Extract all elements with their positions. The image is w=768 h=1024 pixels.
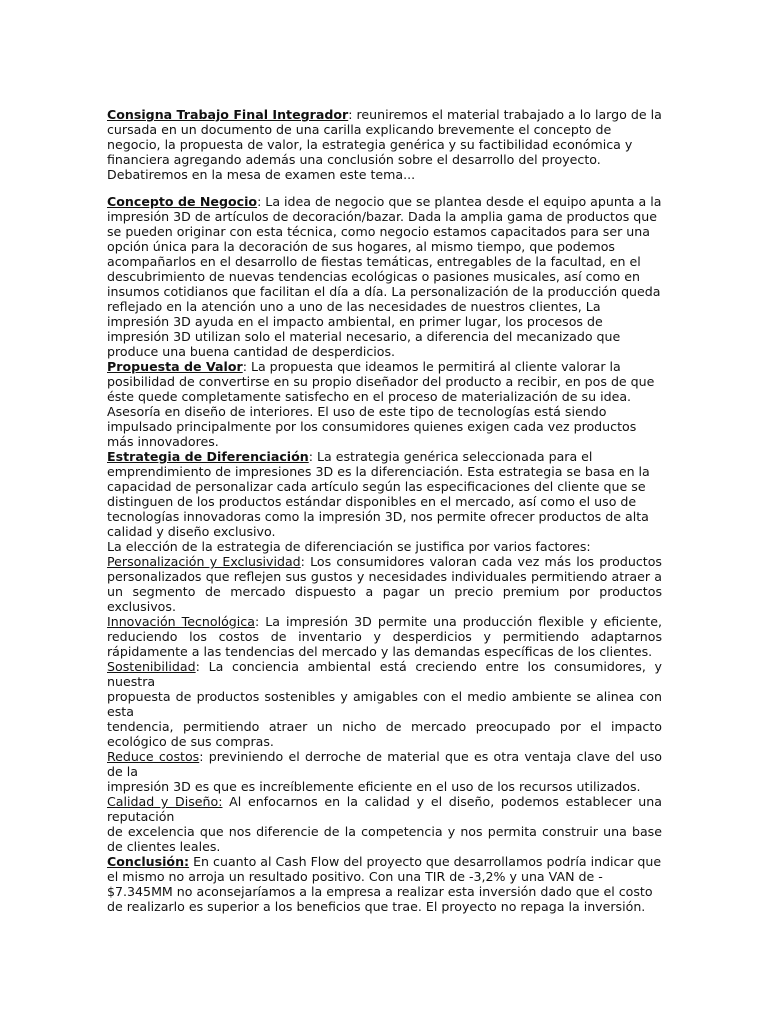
concepto-paragraph	[107, 194, 662, 359]
factor-label: Personalización y Exclusividad	[107, 554, 301, 569]
factor-text: Al enfocarnos en la calidad y el diseño, podemos establecer una reputación	[107, 794, 662, 824]
estrategia-paragraph	[107, 449, 662, 539]
propuesta-paragraph	[107, 359, 662, 449]
factor-reduce-costos: Reduce costos: previniendo el derroche de material que es otra ventaja clave del uso de la	[107, 749, 662, 779]
propuesta-text: : La propuesta que ideamos le permitirá al cliente valorar la posibilidad de convertirse en su propio diseñador del producto a recibir, en pos de que éste quede completamente satisfecho en el proceso de materialización de su idea. Asesoría en diseño de interiores. El uso de este tipo de tecnologías está siendo impulsado principalmente por los consumidores quienes exigen cada vez productos más innovadores.	[107, 359, 655, 449]
factor-text: Los consumidores valoran cada vez más los productos personalizados que reflejen sus gustos y necesidades individuales permitiendo atraer a un segmento de mercado dispuesto a pagar un precio premium por productos exclusivos.	[107, 554, 662, 614]
factor-label: Sostenibilidad	[107, 659, 196, 674]
consigna-paragraph	[107, 107, 662, 182]
factor-text: La impresión 3D permite una producción flexible y eficiente, reduciendo los costos de inventario y desperdicios y permitiendo adaptarnos rápidamente a las tendencias del mercado y las demandas específicas de los clientes.	[107, 614, 662, 659]
factor-calidad	[107, 794, 662, 824]
factor-innovacion: Innovación Tecnológica: La impresión 3D permite una producción flexible y eficiente, reduciendo los costos de inventario y desperdicios y permitiendo adaptarnos rápidamente a las tendencias del mercado y las demandas específicas de los clientes.	[107, 614, 662, 659]
conclusion-text: En cuanto al Cash Flow del proyecto que desarrollamos podría indicar que el mismo no arroja un resultado positivo. Con una TIR de -3,2% y una VAN de - $7.345MM no aconsejaríamos a la empresa a realizar esta inversión dado que el costo de realizarlo es superior a los beneficios que trae. El proyecto no repaga la inversión.	[107, 854, 662, 914]
factor-label: Reduce costos	[107, 749, 200, 764]
consigna-text: : reuniremos el material trabajado a lo largo de la cursada en un documento de una carilla explicando brevemente el concepto de negocio, la propuesta de valor, la estrategia genérica y su factibilidad económica y financiera agregando además una conclusión sobre el desarrollo del proyecto. Debatiremos en la mesa de examen este tema...	[107, 107, 662, 182]
factor-sostenibilidad: Sostenibilidad: La conciencia ambiental está creciendo entre los consumidores, y nuestra	[107, 659, 662, 689]
factor-sostenibilidad-cont: tendencia, permitiendo atraer un nicho de mercado preocupado por el impacto ecológico de sus compras.	[107, 719, 662, 749]
propuesta-heading: Propuesta de Valor	[107, 359, 243, 374]
factor-label: Innovación Tecnológica	[107, 614, 255, 629]
factor-label: Calidad y Diseño:	[107, 794, 223, 809]
concepto-text: : La idea de negocio que se plantea desde el equipo apunta a la impresión 3D de artículos de decoración/bazar. Dada la amplia gama de productos que se pueden originar con esta técnica, como negocio estamos capacitados para ser una opción única para la decoración de sus hogares, al mismo tiempo, que podemos acompañarlos en el desarrollo de fiestas temáticas, entregables de la facultad, en el descubrimiento de nuevas tendencias ecológicas o pasiones musicales, así como en insumos cotidianos que facilitan el día a día. La personalización de la producción queda reflejado en la atención uno a uno de las necesidades de nuestros clientes, La impresión 3D ayuda en el impacto ambiental, en primer lugar, los procesos de impresión 3D utilizan solo el material necesario, a diferencia del mecanizado que produce una buena cantidad de desperdicios.	[107, 194, 662, 359]
conclusion-heading: Conclusión:	[107, 854, 190, 869]
estrategia-heading: Estrategia de Diferenciación	[107, 449, 309, 464]
document-page	[107, 107, 662, 914]
concepto-heading: Concepto de Negocio	[107, 194, 258, 209]
factor-calidad-cont: de excelencia que nos diferencie de la competencia y nos permita construir una base de clientes leales.	[107, 824, 662, 854]
estrategia-intro: La elección de la estrategia de diferenciación se justifica por varios factores:	[107, 539, 591, 554]
factor-sostenibilidad-cont: propuesta de productos sostenibles y amigables con el medio ambiente se alinea con esta	[107, 689, 662, 719]
factor-text: previniendo el derroche de material que es otra ventaja clave del uso de la	[107, 749, 662, 779]
estrategia-text: : La estrategia genérica seleccionada para el emprendimiento de impresiones 3D es la diferenciación. Esta estrategia se basa en la capacidad de personalizar cada artículo según las especificaciones del cliente que se distinguen de los productos estándar disponibles en el mercado, así como el uso de tecnologías innovadoras como la impresión 3D, nos permite ofrecer productos de alta calidad y diseño exclusivo.	[107, 449, 650, 539]
factor-reduce-costos-cont: impresión 3D es que es increíblemente eficiente en el uso de los recursos utilizados.	[107, 779, 641, 794]
conclusion-paragraph	[107, 854, 662, 914]
factor-personalizacion: Personalización y Exclusividad: Los consumidores valoran cada vez más los productos personalizados que reflejen sus gustos y necesidades individuales permitiendo atraer a un segmento de mercado dispuesto a pagar un precio premium por productos exclusivos.	[107, 554, 662, 614]
consigna-heading: Consigna Trabajo Final Integrador	[107, 107, 349, 122]
factor-text: La conciencia ambiental está creciendo entre los consumidores, y nuestra	[107, 659, 662, 689]
